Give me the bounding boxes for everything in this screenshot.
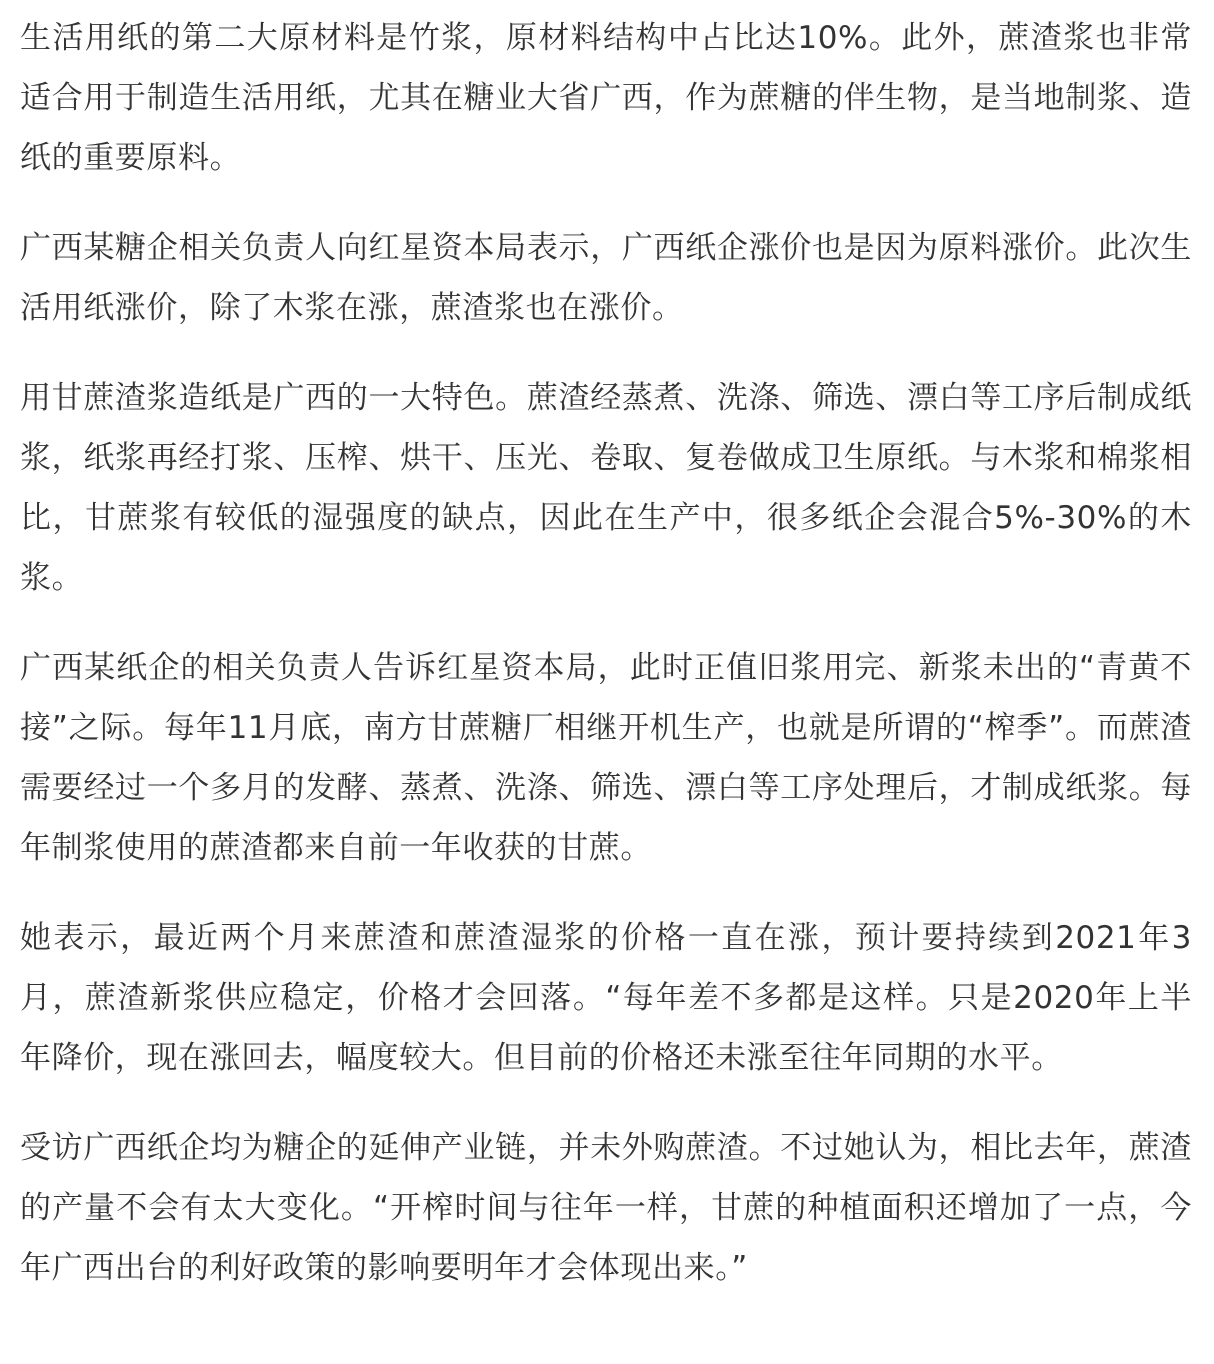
paragraph-bagasse-process: 用甘蔗渣浆造纸是广西的一大特色。蔗渣经蒸煮、洗涤、筛选、漂白等工序后制成纸浆，纸浆再经打浆、压榨、烘干、压光、卷取、复卷做成卫生原纸。与木浆和棉浆相比，甘蔗浆有较低的湿强度的缺点，因此在生产中，很多纸企会混合5%-30%的木浆。 <box>20 380 1192 596</box>
article-body <box>20 8 1192 1298</box>
paragraph-paper-company-statement: 广西某纸企的相关负责人告诉红星资本局，此时正值旧浆用完、新浆未出的“青黄不接”之际。每年11月底，南方甘蔗糖厂相继开机生产，也就是所谓的“榨季”。而蔗渣需要经过一个多月的发酵、蒸煮、洗涤、筛选、漂白等工序处理后，才制成纸浆。每年制浆使用的蔗渣都来自前一年收获的甘蔗。 <box>20 650 1192 866</box>
paragraph-sugar-company-statement: 广西某糖企相关负责人向红星资本局表示，广西纸企涨价也是因为原料涨价。此次生活用纸涨价，除了木浆在涨，蔗渣浆也在涨价。 <box>20 230 1192 326</box>
paragraph-industry-chain: 受访广西纸企均为糖企的延伸产业链，并未外购蔗渣。不过她认为，相比去年，蔗渣的产量不会有太大变化。“开榨时间与往年一样，甘蔗的种植面积还增加了一点，今年广西出台的利好政策的影响要明年才会体现出来。” <box>20 1130 1192 1286</box>
paragraph-price-trend: 她表示，最近两个月来蔗渣和蔗渣湿浆的价格一直在涨，预计要持续到2021年3月，蔗渣新浆供应稳定，价格才会回落。“每年差不多都是这样。只是2020年上半年降价，现在涨回去，幅度较大。但目前的价格还未涨至往年同期的水平。 <box>20 920 1192 1076</box>
paragraph-bamboo-pulp: 生活用纸的第二大原材料是竹浆，原材料结构中占比达10%。此外，蔗渣浆也非常适合用于制造生活用纸，尤其在糖业大省广西，作为蔗糖的伴生物，是当地制浆、造纸的重要原料。 <box>20 20 1192 176</box>
